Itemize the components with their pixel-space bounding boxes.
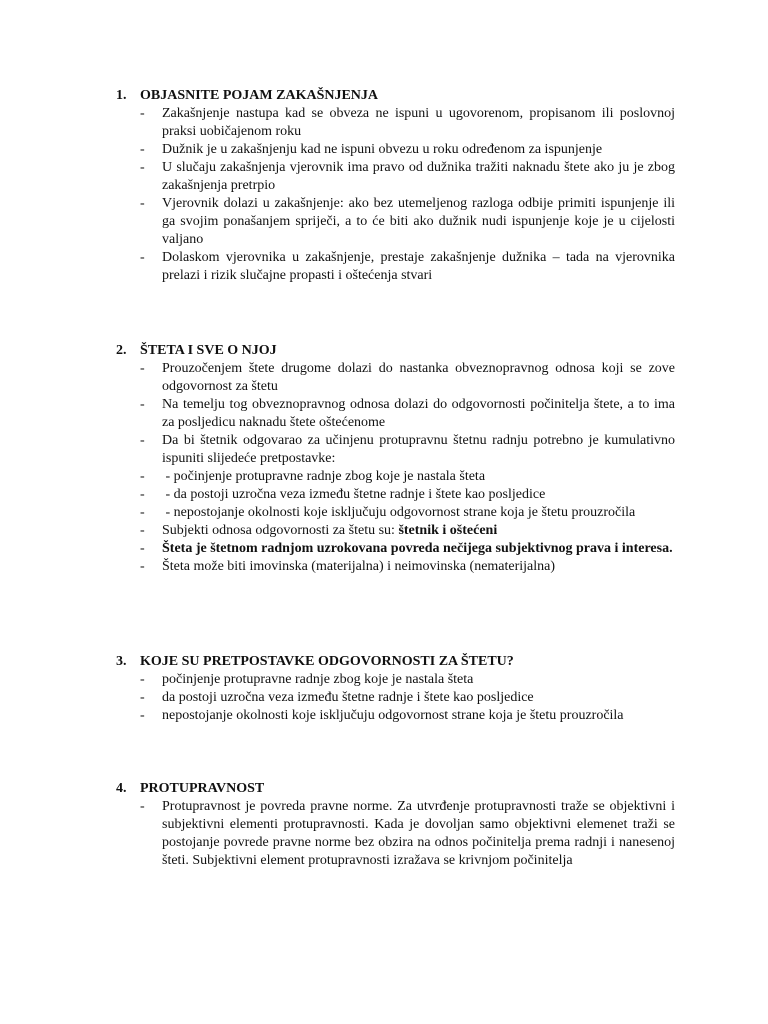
section-number: 3. [116, 654, 127, 669]
item-text: Dolaskom vjerovnika u zakašnjenje, prestaje zakašnjenje dužnika – tada na vjerovnika prelazi i rizik slučajne propasti i oštećenja stvari [162, 250, 675, 283]
list-item [0, 468, 768, 486]
list-item [0, 360, 768, 396]
item-text: nepostojanje okolnosti koje isključuju odgovornost strane koja je štetu prouzročila [162, 708, 624, 723]
item-text: Vjerovnik dolazi u zakašnjenje: ako bez utemeljenog razloga odbije primiti ispunjenje ili ga svojim ponašanjem spriječi, a to će biti ako dužnik nudi ispunjenje koje je u cijelosti valjano [162, 196, 675, 247]
section-title: ŠTETA I SVE O NJOJ [140, 343, 277, 358]
section-4 [0, 780, 768, 870]
list-item [0, 522, 768, 540]
item-text: Na temelju tog obveznopravnog odnosa dolazi do odgovornosti počinitelja štete, a to ima za posljedicu naknadu štete oštećenome [162, 397, 675, 430]
bullet-dash: - [140, 142, 145, 157]
bullet-dash: - [140, 505, 145, 520]
list-item [0, 159, 768, 195]
bullet-list [0, 105, 768, 285]
bullet-dash: - [140, 196, 145, 211]
list-item [0, 141, 768, 159]
item-text: - nepostojanje okolnosti koje isključuju odgovornost strane koja je štetu prouzročila [162, 505, 636, 520]
bullet-dash: - [140, 541, 145, 556]
section-number: 2. [116, 343, 127, 358]
list-item [0, 671, 768, 689]
item-text: Zakašnjenje nastupa kad se obveza ne ispuni u ugovorenom, propisanom ili poslovnoj praksi uobičajenom roku [162, 106, 675, 139]
section-1 [0, 87, 768, 285]
bullet-list [0, 360, 768, 576]
bullet-dash: - [140, 672, 145, 687]
item-text: počinjenje protupravne radnje zbog koje je nastala šteta [162, 672, 474, 687]
bullet-dash: - [140, 361, 145, 376]
bullet-dash: - [140, 250, 145, 265]
bullet-dash: - [140, 397, 145, 412]
bullet-dash: - [140, 160, 145, 175]
list-item [0, 689, 768, 707]
bullet-list [0, 798, 768, 870]
bullet-dash: - [140, 559, 145, 574]
bullet-dash: - [140, 487, 145, 502]
bullet-dash: - [140, 106, 145, 121]
item-text: da postoji uzročna veza između štetne radnje i štete kao posljedice [162, 690, 534, 705]
item-text-plain: Subjekti odnosa odgovornosti za štetu su: [162, 523, 399, 538]
item-text-bold: štetnik i oštećeni [398, 523, 498, 538]
section-title: PROTUPRAVNOST [140, 781, 265, 796]
list-item [0, 707, 768, 725]
bullet-list [0, 671, 768, 725]
section-2 [0, 342, 768, 576]
section-title: KOJE SU PRETPOSTAVKE ODGOVORNOSTI ZA ŠTETU? [140, 654, 514, 669]
item-text: U slučaju zakašnjenja vjerovnik ima pravo od dužnika tražiti naknadu štete ako ju je zbog zakašnjenja pretrpio [162, 160, 675, 193]
list-item [0, 504, 768, 522]
list-item [0, 195, 768, 249]
section-3 [0, 653, 768, 725]
list-item [0, 249, 768, 285]
bullet-dash: - [140, 469, 145, 484]
bullet-dash: - [140, 799, 145, 814]
item-text-bold: Šteta je štetnom radnjom uzrokovana povreda nečijega subjektivnog prava i interesa. [162, 541, 673, 556]
item-text: Dužnik je u zakašnjenju kad ne ispuni obvezu u roku određenom za ispunjenje [162, 142, 603, 157]
item-text: - da postoji uzročna veza između štetne radnje i štete kao posljedice [162, 487, 546, 502]
item-text: Šteta može biti imovinska (materijalna) i neimovinska (nematerijalna) [162, 559, 556, 574]
item-text: Protupravnost je povreda pravne norme. Za utvrđenje protupravnosti traže se objektivni i subjektivni elementi protupravnosti. Kada je dovoljan samo objektivni elemenet traži se postojanje povrede pravne norme bez obzira na odnos počinitelja prema radnji i nanesenoj šteti. Subjektivni element protupravnosti izražava se krivnjom počinitelja [162, 799, 675, 868]
item-text [162, 522, 675, 540]
list-item [0, 798, 768, 870]
section-number: 4. [116, 781, 127, 796]
item-text: Da bi štetnik odgovarao za učinjenu protupravnu štetnu radnju potrebno je kumulativno ispuniti slijedeće pretpostavke: [162, 433, 675, 466]
bullet-dash: - [140, 708, 145, 723]
list-item [0, 540, 768, 558]
bullet-dash: - [140, 433, 145, 448]
section-heading [0, 653, 768, 671]
item-text: Prouzočenjem štete drugome dolazi do nastanka obveznopravnog odnosa koji se zove odgovornost za štetu [162, 361, 675, 394]
section-heading [0, 87, 768, 105]
list-item [0, 432, 768, 468]
section-heading [0, 342, 768, 360]
list-item [0, 486, 768, 504]
section-title: OBJASNITE POJAM ZAKAŠNJENJA [140, 88, 379, 103]
list-item [0, 396, 768, 432]
bullet-dash: - [140, 690, 145, 705]
section-heading [0, 780, 768, 798]
list-item [0, 558, 768, 576]
list-item [0, 105, 768, 141]
item-text: - počinjenje protupravne radnje zbog koje je nastala šteta [162, 469, 486, 484]
section-number: 1. [116, 88, 127, 103]
bullet-dash: - [140, 523, 145, 538]
